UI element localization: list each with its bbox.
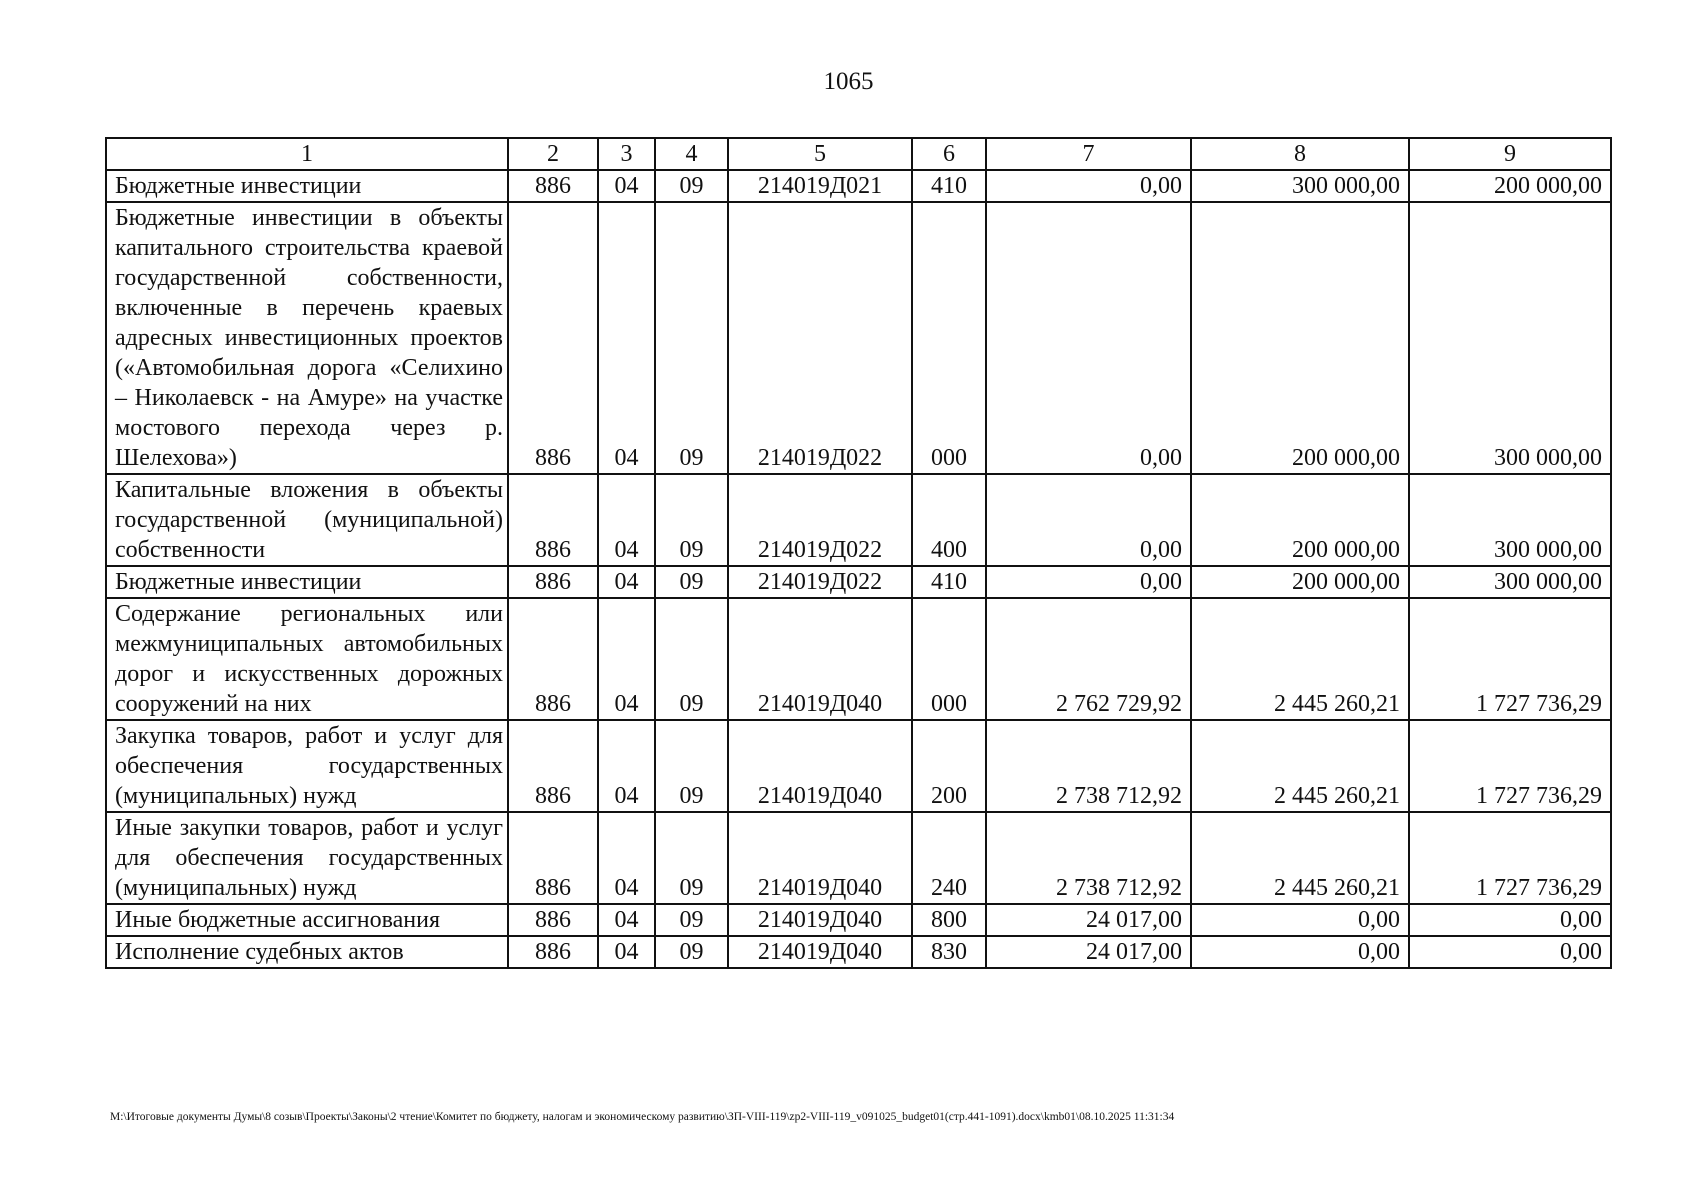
cell-section: 04 (598, 474, 655, 566)
cell-target-article: 214019Д040 (728, 720, 912, 812)
row-name: Бюджетные инвестиции в объекты капитального строительства краевой государственной собственности, включенные в перечень краевых адресных инвестиционных проектов («Автомобильная дорога «Селихино – Николаевск - на Амуре» на участке мостового перехода через р. Шелехова») (106, 202, 508, 474)
cell-ministry-code: 886 (508, 598, 598, 720)
cell-section: 04 (598, 598, 655, 720)
cell-ministry-code: 886 (508, 812, 598, 904)
cell-amount-9: 0,00 (1409, 904, 1611, 936)
budget-table (105, 137, 1612, 969)
cell-ministry-code: 886 (508, 936, 598, 968)
row-name: Иные закупки товаров, работ и услуг для обеспечения государственных (муниципальных) нужд (106, 812, 508, 904)
row-name: Иные бюджетные ассигнования (106, 904, 508, 936)
cell-ministry-code: 886 (508, 720, 598, 812)
table-row (106, 812, 1611, 904)
cell-section: 04 (598, 202, 655, 474)
cell-amount-9: 300 000,00 (1409, 202, 1611, 474)
cell-amount-7: 2 738 712,92 (986, 812, 1191, 904)
table-row (106, 566, 1611, 598)
cell-amount-9: 1 727 736,29 (1409, 720, 1611, 812)
cell-target-article: 214019Д040 (728, 936, 912, 968)
cell-amount-8: 0,00 (1191, 904, 1409, 936)
column-header: 2 (508, 138, 598, 170)
cell-subsection: 09 (655, 566, 728, 598)
cell-expense-type: 000 (912, 202, 986, 474)
table-row (106, 904, 1611, 936)
cell-target-article: 214019Д022 (728, 202, 912, 474)
table-row (106, 720, 1611, 812)
row-name: Бюджетные инвестиции (106, 170, 508, 202)
table-row (106, 936, 1611, 968)
table-row (106, 598, 1611, 720)
cell-amount-7: 0,00 (986, 202, 1191, 474)
column-header: 8 (1191, 138, 1409, 170)
cell-section: 04 (598, 566, 655, 598)
cell-amount-7: 24 017,00 (986, 936, 1191, 968)
cell-expense-type: 830 (912, 936, 986, 968)
cell-amount-8: 300 000,00 (1191, 170, 1409, 202)
cell-amount-8: 2 445 260,21 (1191, 812, 1409, 904)
column-header: 9 (1409, 138, 1611, 170)
cell-amount-7: 0,00 (986, 474, 1191, 566)
cell-ministry-code: 886 (508, 170, 598, 202)
column-header: 3 (598, 138, 655, 170)
header-row (106, 138, 1611, 170)
cell-ministry-code: 886 (508, 474, 598, 566)
cell-expense-type: 400 (912, 474, 986, 566)
file-path-footer: M:\Итоговые документы Думы\8 созыв\Проекты\Законы\2 чтение\Комитет по бюджету, налогам и экономическому развитию\ЗП-VIII-119\zp2-VIII-119_v091025_budget01(стр.441-1091).docx\kmb01\08.10.2025 11:31:34 (110, 1111, 1175, 1123)
table-row (106, 474, 1611, 566)
table-row (106, 170, 1611, 202)
cell-target-article: 214019Д022 (728, 474, 912, 566)
cell-subsection: 09 (655, 474, 728, 566)
cell-subsection: 09 (655, 170, 728, 202)
cell-amount-9: 1 727 736,29 (1409, 598, 1611, 720)
cell-ministry-code: 886 (508, 904, 598, 936)
cell-section: 04 (598, 936, 655, 968)
cell-expense-type: 240 (912, 812, 986, 904)
cell-amount-8: 0,00 (1191, 936, 1409, 968)
cell-amount-9: 1 727 736,29 (1409, 812, 1611, 904)
cell-amount-7: 0,00 (986, 566, 1191, 598)
cell-amount-7: 0,00 (986, 170, 1191, 202)
page-number: 1065 (823, 68, 874, 95)
cell-expense-type: 200 (912, 720, 986, 812)
cell-subsection: 09 (655, 812, 728, 904)
table-row (106, 202, 1611, 474)
column-header: 7 (986, 138, 1191, 170)
row-name: Исполнение судебных актов (106, 936, 508, 968)
cell-subsection: 09 (655, 936, 728, 968)
cell-subsection: 09 (655, 720, 728, 812)
cell-section: 04 (598, 720, 655, 812)
column-header: 4 (655, 138, 728, 170)
row-name: Капитальные вложения в объекты государственной (муниципальной) собственности (106, 474, 508, 566)
cell-expense-type: 410 (912, 170, 986, 202)
cell-expense-type: 000 (912, 598, 986, 720)
cell-amount-8: 200 000,00 (1191, 474, 1409, 566)
cell-target-article: 214019Д040 (728, 904, 912, 936)
cell-amount-8: 200 000,00 (1191, 202, 1409, 474)
cell-subsection: 09 (655, 202, 728, 474)
cell-amount-9: 300 000,00 (1409, 566, 1611, 598)
cell-amount-8: 2 445 260,21 (1191, 598, 1409, 720)
cell-target-article: 214019Д022 (728, 566, 912, 598)
column-header: 1 (106, 138, 508, 170)
cell-amount-7: 24 017,00 (986, 904, 1191, 936)
cell-amount-9: 0,00 (1409, 936, 1611, 968)
cell-target-article: 214019Д021 (728, 170, 912, 202)
cell-target-article: 214019Д040 (728, 598, 912, 720)
cell-amount-7: 2 738 712,92 (986, 720, 1191, 812)
cell-section: 04 (598, 170, 655, 202)
column-header: 6 (912, 138, 986, 170)
cell-section: 04 (598, 904, 655, 936)
row-name: Бюджетные инвестиции (106, 566, 508, 598)
cell-expense-type: 410 (912, 566, 986, 598)
cell-target-article: 214019Д040 (728, 812, 912, 904)
cell-amount-8: 2 445 260,21 (1191, 720, 1409, 812)
cell-amount-8: 200 000,00 (1191, 566, 1409, 598)
cell-ministry-code: 886 (508, 202, 598, 474)
row-name: Содержание региональных или межмуниципальных автомобильных дорог и искусственных дорожных сооружений на них (106, 598, 508, 720)
column-header: 5 (728, 138, 912, 170)
cell-amount-9: 300 000,00 (1409, 474, 1611, 566)
cell-amount-9: 200 000,00 (1409, 170, 1611, 202)
cell-subsection: 09 (655, 598, 728, 720)
cell-expense-type: 800 (912, 904, 986, 936)
cell-amount-7: 2 762 729,92 (986, 598, 1191, 720)
row-name: Закупка товаров, работ и услуг для обеспечения государственных (муниципальных) нужд (106, 720, 508, 812)
cell-section: 04 (598, 812, 655, 904)
cell-subsection: 09 (655, 904, 728, 936)
cell-ministry-code: 886 (508, 566, 598, 598)
